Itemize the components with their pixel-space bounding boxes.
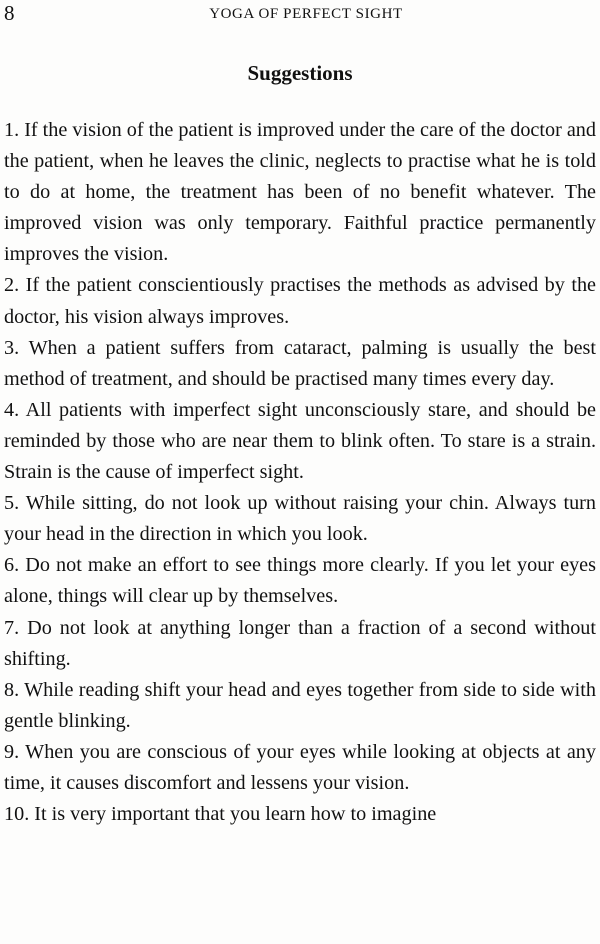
suggestion-paragraph-6: 6. Do not make an effort to see things more clearly. If you let your eyes alone, things will clear up by themselves. xyxy=(4,554,596,608)
suggestion-paragraph-10: 10. It is very important that you learn how to imagine xyxy=(4,803,437,826)
suggestion-paragraph-8: 8. While reading shift your head and eyes together from side to side with gentle blinking. xyxy=(4,678,596,732)
suggestion-paragraph-1: 1. If the vision of the patient is improved under the care of the doctor and the patient, when he leaves the clinic, neglects to practise what he is told to do at home, the treatment has been of no benefit whatever. The improved vision was only temporary. Faithful practice permanently improves the vision. xyxy=(4,119,596,266)
suggestion-paragraph-5: 5. While sitting, do not look up without raising your chin. Always turn your head in the direction in which you look. xyxy=(4,492,596,546)
section-heading: Suggestions xyxy=(247,61,353,85)
suggestion-paragraph-4: 4. All patients with imperfect sight unconsciously stare, and should be reminded by those who are near them to blink often. To stare is a strain. Strain is the cause of imperfect sight. xyxy=(4,398,596,484)
body-text xyxy=(4,115,596,830)
page-number: 8 xyxy=(4,1,15,25)
running-title: YOGA OF PERFECT SIGHT xyxy=(209,6,403,22)
suggestion-paragraph-9: 9. When you are conscious of your eyes while looking at objects at any time, it causes discomfort and lessens your vision. xyxy=(4,740,596,794)
suggestion-paragraph-2: 2. If the patient conscientiously practises the methods as advised by the doctor, his vision always improves. xyxy=(4,274,596,328)
suggestion-paragraph-3: 3. When a patient suffers from cataract, palming is usually the best method of treatment, and should be practised many times every day. xyxy=(4,336,596,390)
running-header xyxy=(4,2,594,24)
suggestion-paragraph-7: 7. Do not look at anything longer than a fraction of a second without shifting. xyxy=(4,616,596,670)
